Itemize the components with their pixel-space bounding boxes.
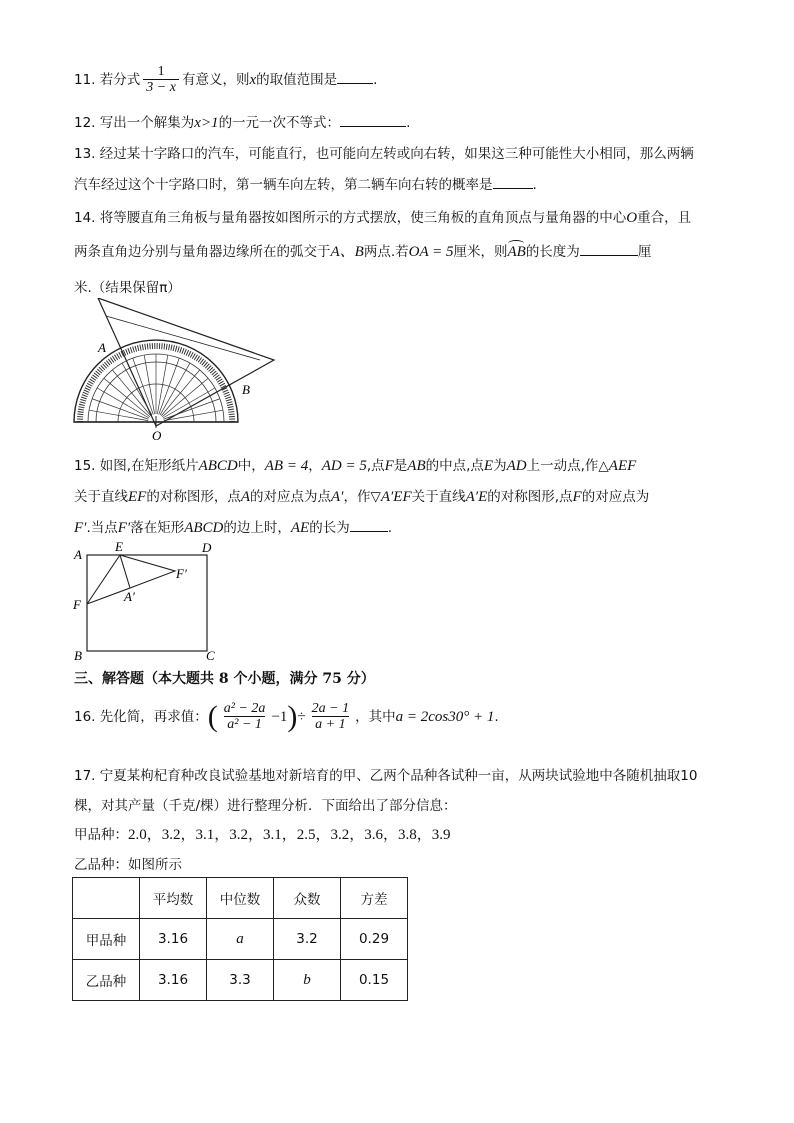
table-header-row: 平均数 中位数 众数 方差 bbox=[73, 878, 408, 919]
yi-label: 乙品种：如图所示 bbox=[74, 857, 182, 873]
table-row: 甲品种 3.16 a 3.2 0.29 bbox=[73, 919, 408, 960]
figure-protractor bbox=[66, 298, 281, 443]
svg-text:B: B bbox=[74, 648, 82, 663]
question-16: 16. 先化简，再求值：( $\frac{\text{a² − 2a}}{\text{a² − 1}}$ −1)÷ $\frac{2a - 1}{a + 1}$ ，其中a = 2cos30° + 1. bbox=[74, 700, 499, 733]
answer-blank[interactable] bbox=[493, 176, 533, 189]
question-13-line2: 汽车经过这个十字路口时，第一辆车向左转，第二辆车向右转的概率是 . bbox=[74, 177, 537, 193]
svg-text:F: F bbox=[73, 597, 81, 612]
question-15-line1: 15. 如图,在矩形纸片ABCD中，AB = 4，AD = 5,点F是AB的中点,点E为AD上一动点,作△AEF bbox=[74, 458, 637, 474]
arc-symbol-icon bbox=[508, 240, 524, 247]
label-b: B bbox=[242, 382, 250, 397]
protractor-ray bbox=[163, 388, 215, 418]
label-a: A bbox=[98, 340, 106, 355]
protractor-ray bbox=[157, 355, 167, 414]
fraction-2: $\frac{2a - 1}{a + 1}$ bbox=[311, 701, 350, 732]
svg-text:D: D bbox=[202, 540, 212, 555]
question-15-line3: F′.当点F′落在矩形ABCD的边上时，AE的长为 . bbox=[74, 520, 392, 536]
svg-text:F′: F′ bbox=[176, 566, 187, 581]
question-14-line2: 两条直角边分别与量角器边缘所在的弧交于A、B两点.若OA = 5厘米，则AB 的长度为 厘 bbox=[74, 240, 651, 261]
question-14-line3: 米.（结果保留π） bbox=[74, 280, 181, 296]
svg-text:C: C bbox=[206, 648, 215, 663]
question-12: 12. 写出一个解集为x>1的一元一次不等式： . bbox=[74, 115, 411, 131]
answer-blank[interactable] bbox=[337, 71, 373, 84]
label-o: O bbox=[152, 428, 162, 443]
answer-blank[interactable] bbox=[580, 243, 638, 256]
answer-blank[interactable] bbox=[340, 114, 406, 127]
arc-ab: AB bbox=[507, 244, 525, 260]
question-15-line2: 关于直线EF的对称图形，点A的对应点为点A′，作▽A′EF关于直线A′E的对称图形,点F的对应点为 bbox=[74, 489, 650, 505]
answer-blank[interactable] bbox=[350, 519, 388, 532]
question-13-line1: 13. 经过某十字路口的汽车，可能直行，也可能向左转或向右转，如果这三种可能性大小相同，那么两辆 bbox=[74, 146, 694, 162]
fraction-1: $\frac{\text{a² − 2a}}{\text{a² − 1}}$ bbox=[223, 701, 266, 732]
rect-abcd bbox=[87, 555, 207, 651]
protractor-ray bbox=[89, 410, 148, 420]
protractor-ray bbox=[122, 363, 152, 415]
protractor-ray bbox=[144, 355, 154, 414]
section-heading: 三、解答题（本大题共 8 个小题，满分 75 分） bbox=[74, 671, 375, 687]
question-17-line2: 棵，对其产量（千克/棵）进行整理分析．下面给出了部分信息： bbox=[74, 798, 457, 814]
protractor-ray bbox=[160, 363, 190, 415]
question-11: 11. 若分式 $\frac{1}{3 - x}$ 有意义，则x的取值范围是 . bbox=[74, 64, 378, 95]
jia-data: 甲品种：2.0，3.2，3.1，3.2，3.1，2.5，3.2，3.6，3.8，3.9 bbox=[74, 827, 451, 843]
svg-text:A′: A′ bbox=[124, 589, 135, 604]
fraction: $\frac{1}{3 - x}$ bbox=[143, 64, 179, 96]
figure-rectangle bbox=[70, 538, 220, 663]
table-row: 乙品种 3.16 3.3 b 0.15 bbox=[73, 960, 408, 1001]
svg-text:A: A bbox=[74, 547, 82, 562]
question-17-line1: 17. 宁夏某枸杞育种改良试验基地对新培育的甲、乙两个品种各试种一亩，从两块试验地中各随机抽取10 bbox=[74, 768, 698, 784]
protractor-ray bbox=[164, 410, 223, 420]
stats-table bbox=[72, 877, 408, 1001]
question-14-line1: 14. 将等腰直角三角板与量角器按如图所示的方式摆放，使三角板的直角顶点与量角器的中心O重合，且 bbox=[74, 210, 692, 226]
svg-text:E: E bbox=[115, 539, 123, 554]
